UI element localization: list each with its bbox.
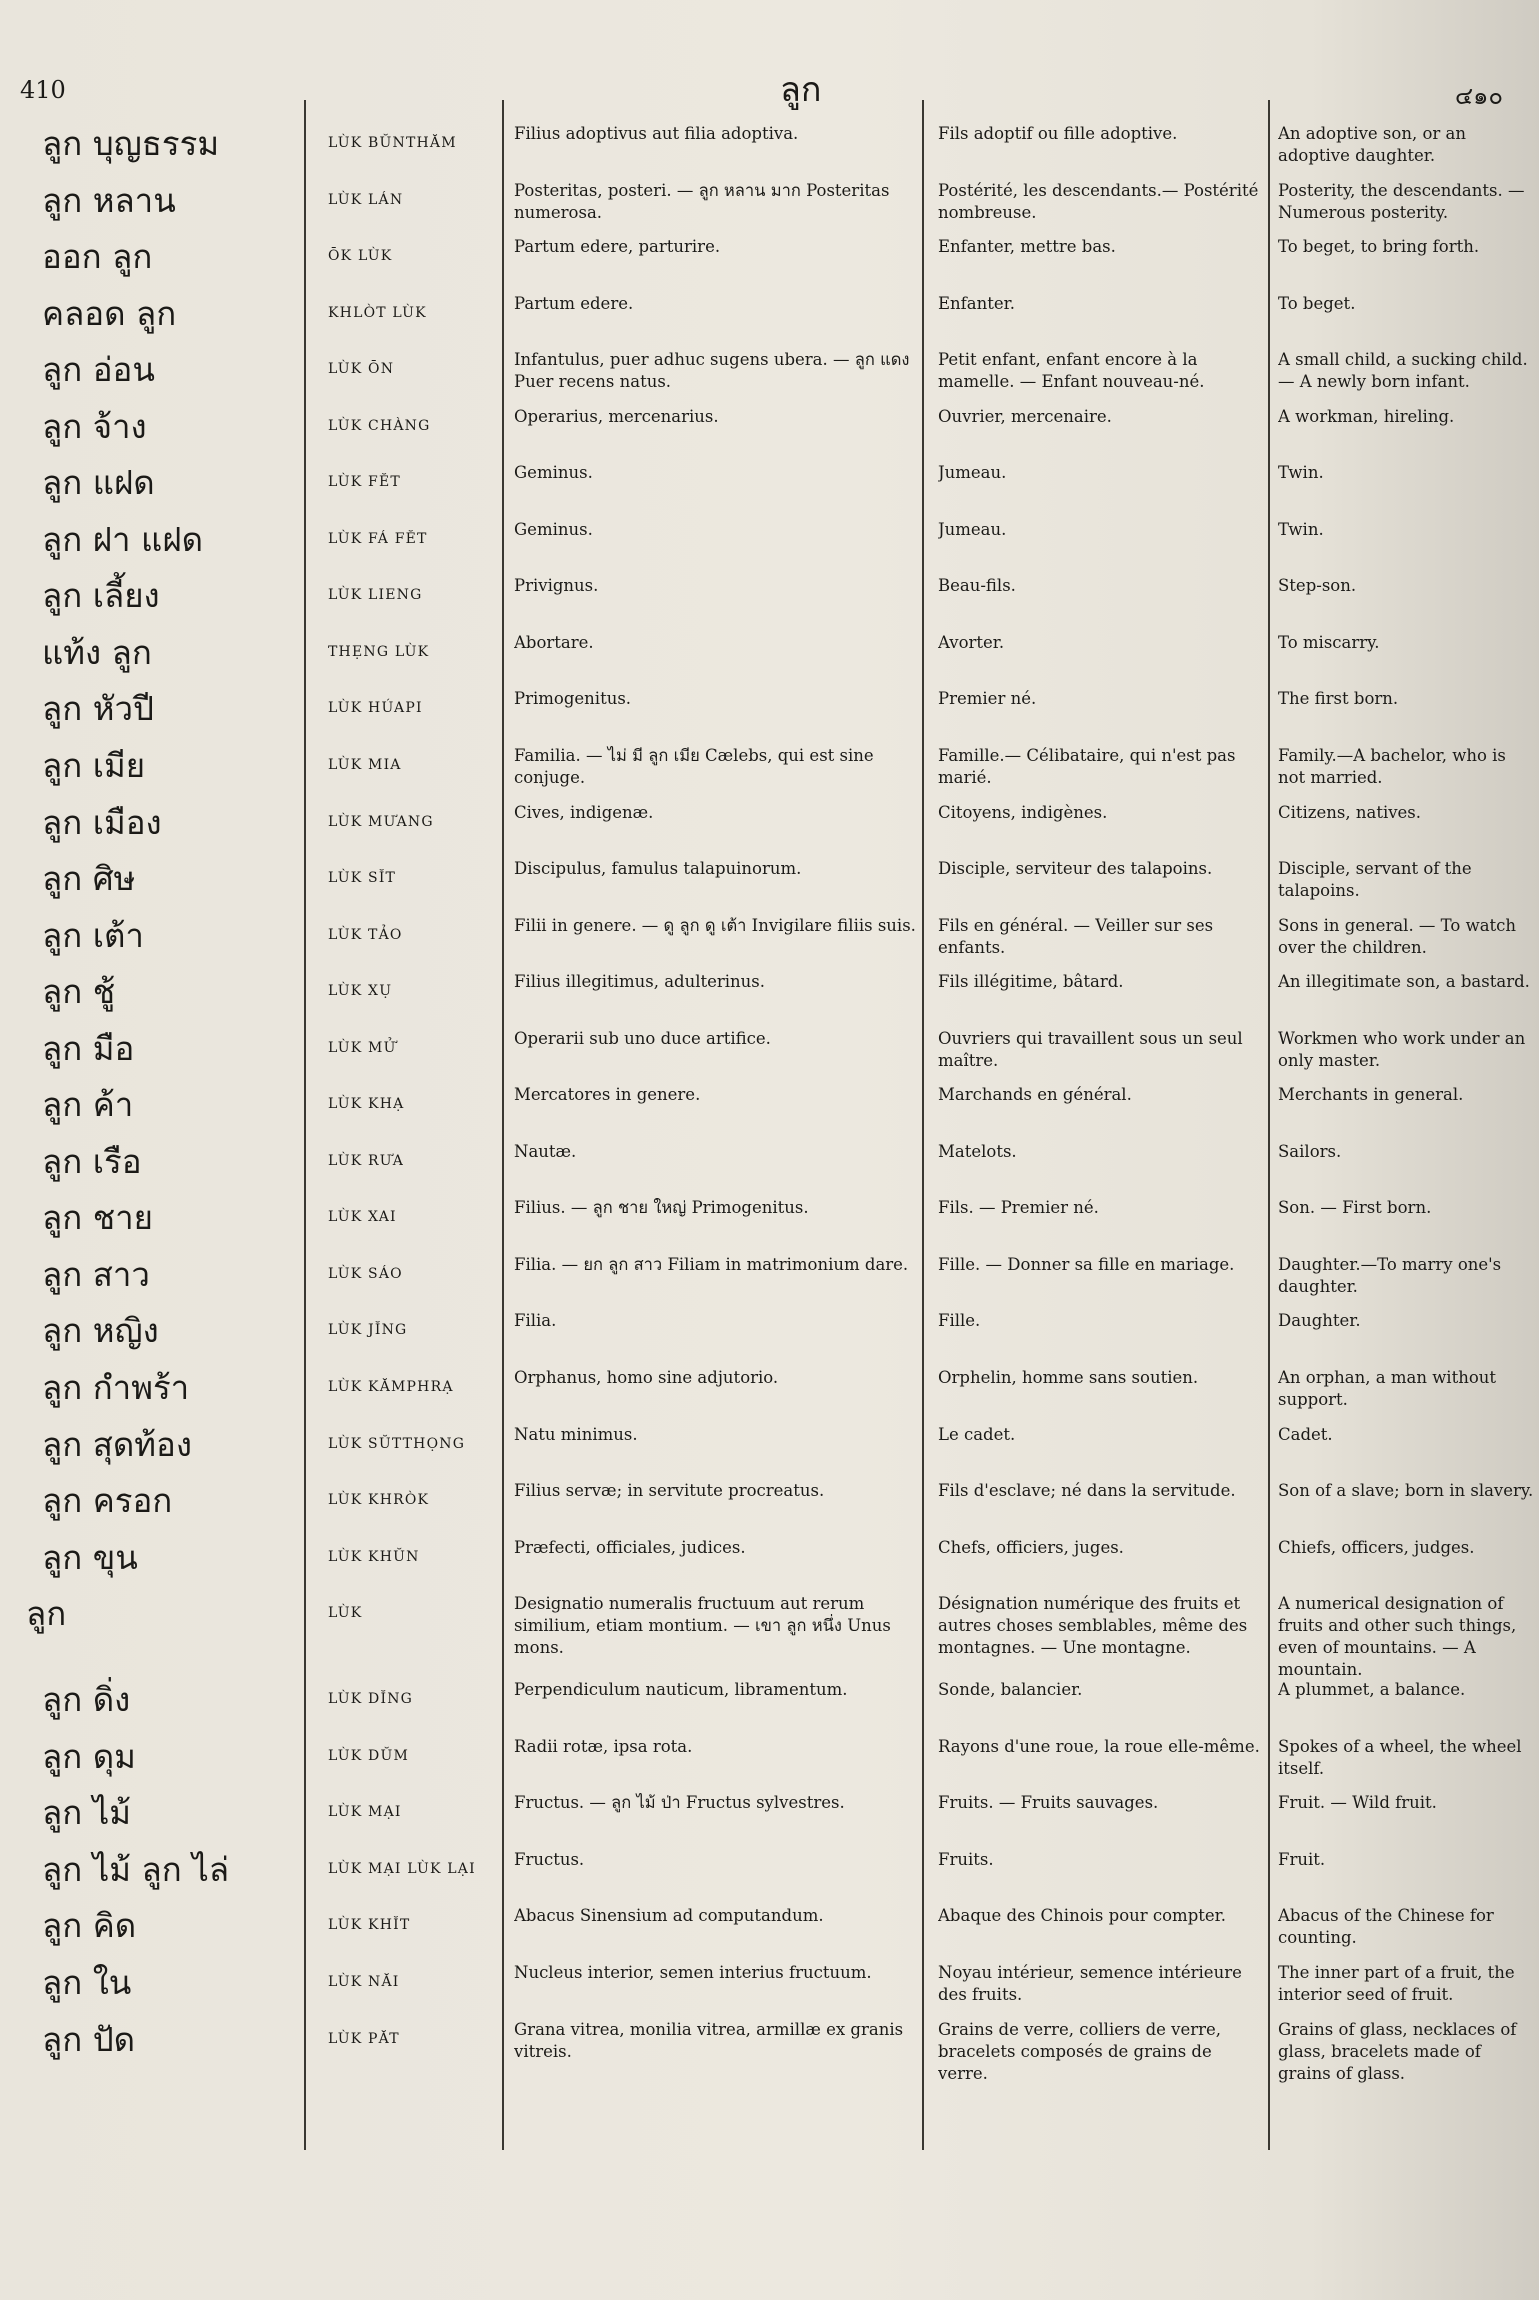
- english-definition: Posterity, the descendants. — Numerous posterity.: [1278, 180, 1525, 222]
- thai-headword: ลูก จ้าง: [42, 406, 147, 446]
- entry-row: [0, 794, 1539, 851]
- english-definition: A small child, a sucking child. — A newly born infant.: [1278, 350, 1528, 392]
- entry-row: [0, 1302, 1539, 1359]
- romanization: LÙK SÁO: [328, 1265, 403, 1282]
- latin-definition: Primogenitus.: [514, 689, 632, 709]
- romanization: LÙK PĂT: [328, 2030, 400, 2047]
- thai-headword: ลูก ชาย: [42, 1198, 153, 1238]
- french-definition: Petit enfant, enfant encore à la mamelle. — Enfant nouveau-né.: [938, 350, 1205, 392]
- english-definition: Disciple, servant of the talapoins.: [1278, 859, 1472, 901]
- entry-row: [0, 1585, 1539, 1680]
- latin-definition: Operarius, mercenarius.: [514, 406, 719, 426]
- english-definition: Merchants in general.: [1278, 1085, 1464, 1105]
- latin-definition: Fructus. — ลูก ไม้ ป่า Fructus sylvestres.: [514, 1793, 845, 1813]
- french-definition: Fille.: [938, 1311, 981, 1331]
- thai-headword: ลูก ศิษ: [42, 859, 136, 899]
- entry-row: [0, 172, 1539, 229]
- english-definition: An illegitimate son, a bastard.: [1278, 972, 1530, 992]
- latin-definition: Abacus Sinensium ad computandum.: [514, 1906, 824, 1926]
- english-definition: To beget.: [1278, 293, 1356, 313]
- english-definition: Twin.: [1278, 519, 1324, 539]
- entry-row: [0, 1359, 1539, 1416]
- latin-definition: Natu minimus.: [514, 1424, 638, 1444]
- latin-definition: Designatio numeralis fructuum aut rerum similium, etiam montium. — เขา ลูก หนึ่ง Unus mons.: [514, 1594, 891, 1658]
- french-definition: Jumeau.: [938, 463, 1007, 483]
- romanization: LÙK RƯA: [328, 1152, 405, 1169]
- english-definition: An orphan, a man without support.: [1278, 1368, 1497, 1410]
- latin-definition: Discipulus, famulus talapuinorum.: [514, 859, 802, 879]
- entry-row: [0, 115, 1539, 172]
- english-definition: An adoptive son, or an adoptive daughter.: [1278, 124, 1466, 165]
- french-definition: Fils illégitime, bâtard.: [938, 972, 1124, 992]
- romanization: LÙK KHŬN: [328, 1548, 420, 1565]
- entry-row: [0, 680, 1539, 737]
- entry-row: [0, 1671, 1539, 1728]
- entry-row: [0, 398, 1539, 455]
- romanization: LÙK FĔT: [328, 474, 401, 491]
- thai-headword: ลูก ดุม: [42, 1736, 136, 1776]
- english-definition: Spokes of a wheel, the wheel itself.: [1278, 1736, 1522, 1778]
- thai-headword: ลูก ไม้: [42, 1793, 132, 1833]
- entry-row: [0, 454, 1539, 511]
- english-definition: A workman, hireling.: [1278, 406, 1455, 426]
- english-definition: Daughter.: [1278, 1311, 1361, 1331]
- entry-row: [0, 228, 1539, 285]
- french-definition: Fils adoptif ou fille adoptive.: [938, 124, 1178, 143]
- entry-row: [0, 511, 1539, 568]
- romanization: LÙK SĬT: [328, 870, 397, 887]
- entry-row: [0, 1020, 1539, 1077]
- romanization: LÙK HÚAPI: [328, 700, 423, 717]
- romanization: LÙK DĬNG: [328, 1691, 414, 1708]
- french-definition: Fruits. — Fruits sauvages.: [938, 1793, 1159, 1813]
- english-definition: Twin.: [1278, 463, 1324, 483]
- french-definition: Fils d'esclave; né dans la servitude.: [938, 1481, 1236, 1501]
- entry-row: [0, 907, 1539, 964]
- latin-definition: Nucleus interior, semen interius fructuum.: [514, 1962, 872, 1982]
- thai-headword: แท้ง ลูก: [42, 632, 152, 672]
- latin-definition: Partum edere.: [514, 293, 634, 313]
- entry-row: [0, 1954, 1539, 2011]
- english-definition: The first born.: [1278, 689, 1399, 709]
- french-definition: Orphelin, homme sans soutien.: [938, 1368, 1199, 1388]
- french-definition: Fils en général. — Veiller sur ses enfants.: [938, 915, 1214, 957]
- thai-headword: ลูก: [26, 1594, 67, 1634]
- latin-definition: Abortare.: [514, 632, 594, 652]
- english-definition: Son. — First born.: [1278, 1198, 1432, 1218]
- thai-headword: คลอด ลูก: [42, 293, 177, 333]
- romanization: LÙK KHẠ: [328, 1096, 405, 1113]
- romanization: LÙK KHRÒK: [328, 1492, 430, 1509]
- romanization: LÙK FÁ FĔT: [328, 530, 428, 547]
- english-definition: Citizens, natives.: [1278, 802, 1422, 822]
- french-definition: Citoyens, indigènes.: [938, 802, 1108, 822]
- entry-row: [0, 1784, 1539, 1841]
- english-definition: Fruit. — Wild fruit.: [1278, 1793, 1437, 1813]
- latin-definition: Filii in genere. — ดู ลูก ดู เต้า Invigilare filiis suis.: [514, 915, 916, 935]
- romanization: LÙK ŌN: [328, 361, 395, 378]
- romanization: LÙK SŬTTHỌNG: [328, 1435, 466, 1452]
- romanization: LÙK XAI: [328, 1209, 397, 1226]
- latin-definition: Geminus.: [514, 519, 593, 539]
- thai-headword: ลูก อ่อน: [42, 350, 155, 390]
- english-definition: Abacus of the Chinese for counting.: [1278, 1906, 1494, 1948]
- french-definition: Marchands en général.: [938, 1085, 1132, 1105]
- latin-definition: Partum edere, parturire.: [514, 237, 721, 257]
- french-definition: Matelots.: [938, 1141, 1017, 1161]
- thai-headword: ลูก เลี้ยง: [42, 576, 160, 616]
- latin-definition: Fructus.: [514, 1849, 585, 1869]
- french-definition: Beau-fils.: [938, 576, 1016, 596]
- french-definition: Fils. — Premier né.: [938, 1198, 1099, 1218]
- latin-definition: Operarii sub uno duce artifice.: [514, 1028, 771, 1048]
- french-definition: Avorter.: [938, 632, 1005, 652]
- french-definition: Fille. — Donner sa fille en mariage.: [938, 1254, 1235, 1274]
- thai-headword: ลูก บุญธรรม: [42, 124, 220, 163]
- entry-row: [0, 624, 1539, 681]
- latin-definition: Filia.: [514, 1311, 557, 1331]
- running-head-word: ลูก: [780, 70, 822, 110]
- latin-definition: Mercatores in genere.: [514, 1085, 701, 1105]
- english-definition: Cadet.: [1278, 1424, 1333, 1444]
- french-definition: Enfanter.: [938, 293, 1015, 313]
- romanization: LÙK TẢO: [328, 926, 403, 943]
- thai-headword: ลูก หัวปี: [42, 689, 154, 729]
- entry-row: [0, 1472, 1539, 1529]
- latin-definition: Orphanus, homo sine adjutorio.: [514, 1368, 779, 1388]
- french-definition: Noyau intérieur, semence intérieure des fruits.: [938, 1962, 1242, 2004]
- french-definition: Rayons d'une roue, la roue elle-même.: [938, 1736, 1260, 1756]
- english-definition: The inner part of a fruit, the interior seed of fruit.: [1278, 1962, 1515, 2004]
- french-definition: Fruits.: [938, 1849, 994, 1869]
- thai-headword: ออก ลูก: [42, 237, 153, 277]
- romanization: LÙK BŬNTHĂM: [328, 135, 457, 151]
- page-number-left: 410: [20, 76, 66, 104]
- french-definition: Chefs, officiers, juges.: [938, 1537, 1124, 1557]
- romanization: LÙK XỤ: [328, 983, 393, 1000]
- romanization: LÙK CHÀNG: [328, 417, 431, 434]
- romanization: LÙK MỬ: [328, 1039, 397, 1056]
- entry-row: [0, 1841, 1539, 1898]
- romanization: LÙK: [328, 1605, 363, 1622]
- romanization: LÙK MƯANG: [328, 813, 434, 830]
- romanization: LÙK MẠI: [328, 1804, 402, 1821]
- latin-definition: Nautæ.: [514, 1141, 577, 1161]
- thai-headword: ลูก หลาน: [42, 180, 176, 220]
- french-definition: Premier né.: [938, 689, 1037, 709]
- french-definition: Famille.— Célibataire, qui n'est pas marié.: [938, 746, 1236, 788]
- english-definition: A plummet, a balance.: [1278, 1680, 1466, 1700]
- romanization: LÙK LIENG: [328, 587, 423, 604]
- entry-row: [0, 1189, 1539, 1246]
- thai-headword: ลูก สุดท้อง: [42, 1424, 192, 1464]
- romanization: LÙK DŬM: [328, 1747, 409, 1764]
- french-definition: Le cadet.: [938, 1424, 1016, 1444]
- latin-definition: Filius adoptivus aut filia adoptiva.: [514, 124, 799, 143]
- entry-row: [0, 1076, 1539, 1133]
- english-definition: Daughter.—To marry one's daughter.: [1278, 1254, 1502, 1296]
- entry-row: [0, 963, 1539, 1020]
- latin-definition: Radii rotæ, ipsa rota.: [514, 1736, 693, 1756]
- thai-headword: ลูก ขุน: [42, 1537, 138, 1577]
- thai-headword: ลูก เต้า: [42, 915, 144, 955]
- thai-headword: ลูก กำพร้า: [42, 1368, 190, 1408]
- page-number-thai: ๔๑๐: [1455, 82, 1504, 110]
- english-definition: Grains of glass, necklaces of glass, bracelets made of grains of glass.: [1278, 2019, 1517, 2083]
- latin-definition: Privignus.: [514, 576, 599, 596]
- english-definition: Family.—A bachelor, who is not married.: [1278, 746, 1506, 788]
- french-definition: Ouvrier, mercenaire.: [938, 406, 1112, 426]
- english-definition: Son of a slave; born in slavery.: [1278, 1481, 1534, 1501]
- thai-headword: ลูก ค้า: [42, 1085, 134, 1125]
- romanization: LÙK KHĬT: [328, 1917, 411, 1934]
- thai-headword: ลูก เรือ: [42, 1141, 142, 1181]
- latin-definition: Filius servæ; in servitute procreatus.: [514, 1481, 825, 1501]
- french-definition: Enfanter, mettre bas.: [938, 237, 1116, 257]
- romanization: ŌK LÙK: [328, 248, 393, 265]
- thai-headword: ลูก หญิง: [42, 1311, 159, 1351]
- latin-definition: Filius. — ลูก ชาย ใหญ่ Primogenitus.: [514, 1198, 809, 1218]
- english-definition: A numerical designation of fruits and other such things, even of mountains. — A mountain.: [1278, 1594, 1517, 1680]
- entry-row: [0, 1133, 1539, 1190]
- thai-headword: ลูก มือ: [42, 1028, 135, 1068]
- entry-row: [0, 1416, 1539, 1473]
- entry-list: [0, 115, 1539, 2083]
- romanization: KHLÒT LÙK: [328, 304, 427, 321]
- english-definition: To beget, to bring forth.: [1278, 237, 1480, 257]
- french-definition: Sonde, balancier.: [938, 1680, 1083, 1700]
- romanization: LÙK MIA: [328, 757, 402, 774]
- latin-definition: Posteritas, posteri. — ลูก หลาน มาก Posteritas numerosa.: [514, 180, 890, 222]
- english-definition: Fruit.: [1278, 1849, 1326, 1869]
- english-definition: Step-son.: [1278, 576, 1357, 596]
- latin-definition: Perpendiculum nauticum, libramentum.: [514, 1680, 848, 1700]
- english-definition: Sailors.: [1278, 1141, 1342, 1161]
- entry-row: [0, 1529, 1539, 1586]
- entry-row: [0, 1246, 1539, 1303]
- french-definition: Grains de verre, colliers de verre, bracelets composés de grains de verre.: [938, 2019, 1222, 2083]
- latin-definition: Grana vitrea, monilia vitrea, armillæ ex granis vitreis.: [514, 2019, 904, 2061]
- entry-row: [0, 567, 1539, 624]
- french-definition: Désignation numérique des fruits et autres choses semblables, même des montagnes. — Une montagne.: [938, 1594, 1248, 1658]
- entry-row: [0, 285, 1539, 342]
- latin-definition: Filia. — ยก ลูก สาว Filiam in matrimonium dare.: [514, 1254, 909, 1274]
- french-definition: Abaque des Chinois pour compter.: [938, 1906, 1226, 1926]
- english-definition: Sons in general. — To watch over the children.: [1278, 915, 1517, 957]
- thai-headword: ลูก เมีย: [42, 746, 146, 786]
- romanization: LÙK KĂMPHRẠ: [328, 1379, 454, 1396]
- latin-definition: Infantulus, puer adhuc sugens ubera. — ลูก แดง Puer recens natus.: [514, 350, 910, 392]
- french-definition: Disciple, serviteur des talapoins.: [938, 859, 1213, 879]
- romanization: LÙK LÁN: [328, 191, 404, 208]
- romanization: LÙK MẠI LÙK LẠI: [328, 1860, 476, 1877]
- english-definition: Workmen who work under an only master.: [1278, 1028, 1526, 1070]
- thai-headword: ลูก ไม้ ลูก ไล่: [42, 1849, 230, 1889]
- french-definition: Ouvriers qui travaillent sous un seul maître.: [938, 1028, 1243, 1070]
- romanization: LÙK JĬNG: [328, 1322, 408, 1339]
- romanization: THẸNG LÙK: [328, 643, 430, 660]
- thai-headword: ลูก เมือง: [42, 802, 162, 842]
- thai-headword: ลูก คิด: [42, 1906, 137, 1946]
- entry-row: [0, 1728, 1539, 1785]
- entry-row: [0, 2011, 1539, 2083]
- entry-row: [0, 1897, 1539, 1954]
- thai-headword: ลูก ใน: [42, 1962, 132, 2002]
- thai-headword: ลูก แฝด: [42, 463, 155, 503]
- english-definition: Chiefs, officers, judges.: [1278, 1537, 1475, 1557]
- thai-headword: ลูก ดิ่ง: [42, 1680, 131, 1720]
- french-definition: Jumeau.: [938, 519, 1007, 539]
- romanization: LÙK NĂI: [328, 1973, 400, 1990]
- thai-headword: ลูก ปัด: [42, 2019, 136, 2059]
- latin-definition: Geminus.: [514, 463, 593, 483]
- french-definition: Postérité, les descendants.— Postérité nombreuse.: [938, 180, 1259, 222]
- thai-headword: ลูก ชู้: [42, 972, 116, 1012]
- thai-headword: ลูก สาว: [42, 1254, 150, 1294]
- latin-definition: Cives, indigenæ.: [514, 802, 654, 822]
- entry-row: [0, 850, 1539, 907]
- latin-definition: Familia. — ไม่ มี ลูก เมีย Cælebs, qui est sine conjuge.: [514, 746, 874, 788]
- thai-headword: ลูก ครอก: [42, 1481, 173, 1521]
- entry-row: [0, 737, 1539, 794]
- english-definition: To miscarry.: [1278, 632, 1380, 652]
- entry-row: [0, 341, 1539, 398]
- latin-definition: Præfecti, officiales, judices.: [514, 1537, 746, 1557]
- latin-definition: Filius illegitimus, adulterinus.: [514, 972, 766, 992]
- thai-headword: ลูก ฝา แฝด: [42, 519, 204, 559]
